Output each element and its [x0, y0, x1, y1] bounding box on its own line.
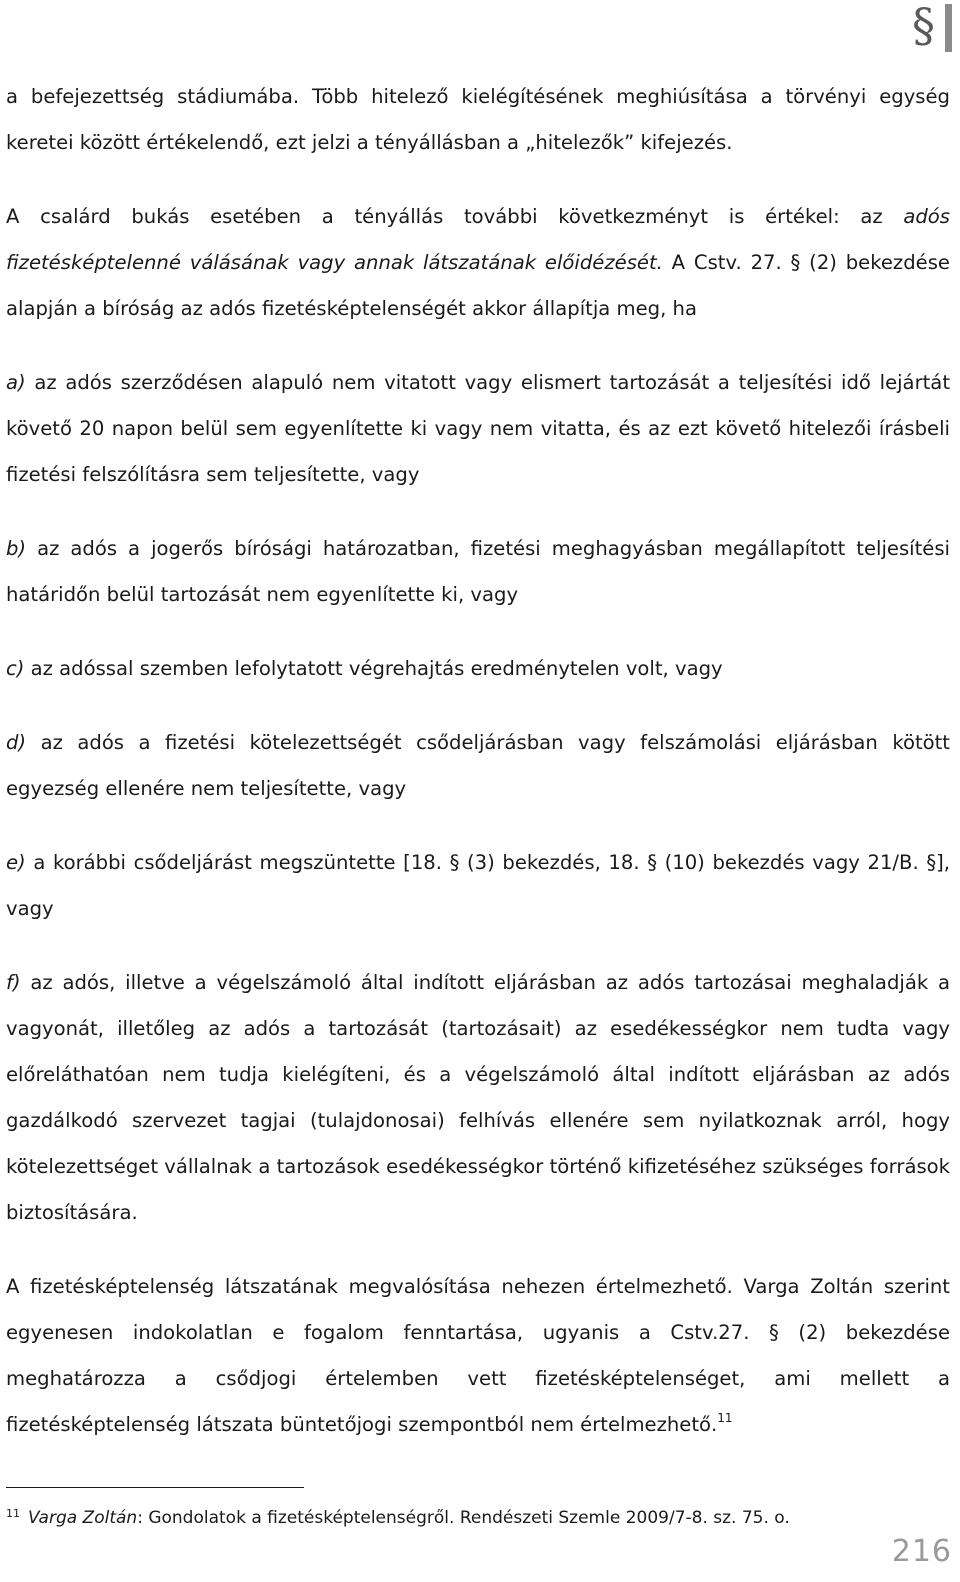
- criteria-list: [6, 360, 950, 1236]
- footnote-reference[interactable]: 11: [717, 1411, 733, 1425]
- paragraph-closing: [6, 1264, 950, 1448]
- footnote-author: Varga Zoltán: [28, 1508, 138, 1528]
- list-text: az adóssal szemben lefolytatott végrehajtás eredménytelen volt, vagy: [24, 657, 723, 680]
- list-marker: c): [6, 657, 25, 680]
- list-item: [6, 360, 950, 498]
- section-logo: [912, 2, 952, 52]
- list-text: az adós a jogerős bírósági határozatban, fizetési meghagyásban megállapított teljesítési határidőn belül tartozását nem egyenlítette ki, vagy: [6, 537, 950, 606]
- list-text: az adós, illetve a végelszámoló által indított eljárásban az adós tartozásai meghaladják a vagyonát, illetőleg az adós a tartozását (tartozásait) az esedékességkor nem tudta vagy előreláthatóan nem tudja kielégíteni, és a végelszámoló által indított eljárásban az adós gazdálkodó szervezet tagjai (tulajdonosai) felhívás ellenére sem nyilatkoznak arról, hogy kötelezettséget vállalnak a tartozások esedékességkor történő kifizetéséhez szükséges források biztosítására.: [6, 971, 950, 1224]
- list-marker: f): [6, 971, 21, 994]
- list-text: a korábbi csődeljárást megszüntette [18. § (3) bekezdés, 18. § (10) bekezdés vagy 21/B. §], vagy: [6, 851, 950, 920]
- page-number: 216: [891, 1534, 952, 1569]
- list-marker: b): [6, 537, 27, 560]
- list-item: [6, 960, 950, 1236]
- paragraph-csalard-bukas: [6, 194, 950, 332]
- paragraph-text: A csalárd bukás esetében a tényállás további következményt is értékel: az: [6, 205, 904, 228]
- list-text: az adós szerződésen alapuló nem vitatott vagy elismert tartozását a teljesítési idő lejártát követő 20 napon belül sem egyenlítette ki vagy nem vitatta, és az ezt követő hitelezői írásbeli fizetési felszólításra sem teljesítette, vagy: [6, 371, 950, 486]
- list-item: [6, 840, 950, 932]
- paragraph-text: A Cstv. 27. § (2) bekezdése alapján a bíróság az adós fizetésképtelenségét akkor állapítja meg, ha: [6, 251, 950, 320]
- list-item: [6, 646, 950, 692]
- paragraph-text: A fizetésképtelenség látszatának megvalósítása nehezen értelmezhető. Varga Zoltán szerint egyenesen indokolatlan e fogalom fenntartása, ugyanis a Cstv.27. § (2) bekezdése meghatározza a csődjogi értelemben vett fizetésképtelenséget, ami mellett a fizetésképtelenség látszata büntetőjogi szempontból nem értelmezhető.: [6, 1275, 950, 1436]
- list-marker: a): [6, 371, 26, 394]
- footnote: [6, 1502, 906, 1530]
- footnote-text: : Gondolatok a fizetésképtelenségről. Rendészeti Szemle 2009/7-8. sz. 75. o.: [137, 1508, 790, 1528]
- document-body: [6, 74, 950, 1448]
- list-item: [6, 720, 950, 812]
- footnote-number: 11: [6, 1507, 20, 1520]
- list-marker: d): [6, 731, 27, 754]
- paragraph-sign-icon: §: [912, 0, 935, 52]
- list-text: az adós a fizetési kötelezettségét csődeljárásban vagy felszámolási eljárásban kötött egyezség ellenére nem teljesítette, vagy: [6, 731, 950, 800]
- list-marker: e): [6, 851, 26, 874]
- paragraph-intro: a befejezettség stádiumába. Több hitelező kielégítésének meghiúsítása a törvényi egység keretei között értékelendő, ezt jelzi a tényállásban a „hitelezők” kifejezés.: [6, 85, 950, 154]
- list-item: [6, 526, 950, 618]
- footnote-divider: [6, 1487, 304, 1488]
- paragraph-emphasis: adós fizetésképtelenné válásának vagy annak látszatának előidézését.: [6, 205, 950, 274]
- logo-bar: [945, 4, 952, 52]
